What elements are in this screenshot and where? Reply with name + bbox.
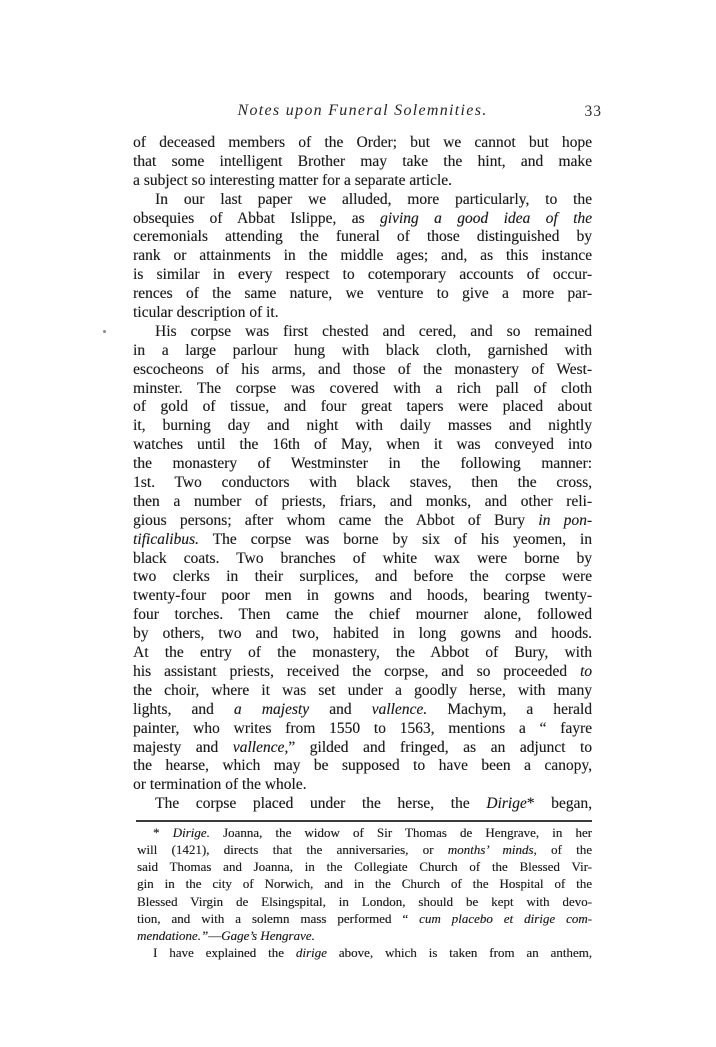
text-line — [133, 568, 592, 587]
italic-text-segment: Gage’s Hengrave. — [221, 927, 315, 943]
text-segment: two clerks in their surplices, and before the corpse were — [133, 568, 592, 586]
text-segment: it, burning day and night with daily masses and nightly — [133, 417, 592, 435]
text-line — [133, 172, 592, 191]
text-line — [137, 927, 592, 944]
italic-text-segment: a majesty — [233, 700, 310, 718]
text-segment: The corpse was borne by six of his yeomen, in — [198, 530, 592, 548]
italic-text-segment: vallence. — [371, 700, 428, 718]
text-line — [133, 474, 592, 493]
text-segment: majesty and — [133, 738, 233, 756]
running-title: Notes upon Funeral Solemnities. — [237, 102, 488, 119]
text-line — [133, 266, 592, 285]
text-line — [133, 587, 592, 606]
ink-speck — [103, 330, 106, 333]
text-segment: obsequies of Abbat Islippe, as — [133, 209, 380, 227]
text-line — [133, 228, 592, 247]
text-segment: painter, who writes from 1550 to 1563, mentions a “ fayre — [133, 719, 592, 737]
text-segment: ceremonials attending the funeral of those distinguished by — [133, 228, 592, 246]
text-segment: the choir, where it was set under a goodly herse, with many — [133, 681, 592, 699]
text-line — [133, 153, 592, 172]
text-line — [133, 776, 592, 795]
text-line — [133, 550, 592, 569]
text-segment: The corpse placed under the herse, the — [155, 795, 487, 813]
paragraph-indent — [133, 335, 155, 336]
body-text — [133, 134, 592, 814]
text-line — [137, 910, 592, 927]
text-line — [133, 323, 592, 342]
text-segment: black coats. Two branches of white wax were borne by — [133, 549, 592, 567]
text-line — [137, 893, 592, 910]
text-line — [133, 493, 592, 512]
italic-text-segment: in pon- — [538, 511, 592, 529]
text-segment: I have explained the — [153, 944, 296, 960]
italic-text-segment: cum placebo et dirige com- — [419, 910, 592, 926]
text-segment: rank or attainments in the middle ages; and, as this instance — [133, 247, 592, 265]
italic-text-segment: giving a good idea of the — [379, 209, 592, 227]
text-line — [133, 625, 592, 644]
text-segment: twenty-four poor men in gowns and hoods, bearing twenty- — [133, 587, 592, 605]
footnote-text — [137, 824, 592, 961]
text-line — [137, 841, 592, 858]
text-segment: will (1421), directs that the anniversaries, or — [137, 842, 448, 858]
text-segment: of gold of tissue, and four great tapers were placed about — [133, 398, 592, 416]
text-segment: of deceased members of the Order; but we cannot but hope — [133, 134, 592, 151]
italic-text-segment: Dirige. — [172, 825, 210, 840]
text-segment: of the — [536, 842, 592, 858]
text-segment: then a number of priests, friars, and monks, and other reli- — [133, 492, 592, 510]
text-line — [133, 304, 592, 323]
text-line — [133, 757, 592, 776]
text-segment: the monastery of Westminster in the following manner: — [133, 455, 592, 473]
italic-text-segment: months’ minds, — [447, 842, 537, 858]
text-line — [133, 361, 592, 380]
text-segment: — — [208, 927, 222, 943]
italic-text-segment: Dirige — [486, 795, 527, 813]
text-line — [133, 210, 592, 229]
text-segment: gious persons; after whom came the Abbot of Bury — [133, 511, 539, 529]
text-segment: Joanna, the widow of Sir Thomas de Hengrave, in her — [209, 825, 592, 840]
text-segment: by others, two and two, habited in long gowns and hoods. — [133, 625, 592, 643]
text-segment: watches until the 16th of May, when it was conveyed into — [133, 436, 592, 454]
text-line — [133, 436, 592, 455]
text-line — [137, 858, 592, 875]
text-line — [133, 531, 592, 550]
text-segment: a subject so interesting matter for a separate article. — [133, 171, 452, 189]
text-segment: said Thomas and Joanna, in the Collegiate Church of the Blessed Vir- — [137, 859, 592, 875]
paragraph-indent — [137, 836, 153, 837]
text-segment: his assistant priests, received the corpse, and so proceeded — [133, 662, 580, 680]
text-line — [133, 512, 592, 531]
text-segment: is similar in every respect to cotemporary accounts of occur- — [133, 266, 592, 284]
text-segment: ticular description of it. — [133, 304, 279, 322]
text-line — [137, 875, 592, 892]
text-segment: above, which is taken from an anthem, — [326, 944, 592, 960]
text-segment: gin in the city of Norwich, and in the Church of the Hospital of the — [137, 876, 592, 892]
text-line — [133, 701, 592, 720]
text-line — [137, 944, 592, 961]
paragraph-indent — [133, 203, 155, 204]
paragraph-indent — [133, 807, 155, 808]
text-segment: rences of the same nature, we venture to give a more par- — [133, 285, 592, 303]
italic-text-segment: to — [579, 662, 592, 680]
text-line — [133, 682, 592, 701]
text-line — [133, 342, 592, 361]
text-segment: and — [309, 700, 372, 718]
text-line — [133, 134, 592, 153]
text-line — [133, 455, 592, 474]
paragraph-indent — [137, 956, 153, 957]
page-header — [133, 102, 602, 124]
text-segment: His corpse was first chested and cered, and so remained — [155, 322, 592, 340]
text-segment: Blessed Virgin de Elsingspital, in London, should be kept with devo- — [137, 893, 592, 909]
text-segment: that some intelligent Brother may take the hint, and make — [133, 152, 592, 170]
text-segment: in a large parlour hung with black cloth, garnished with — [133, 341, 592, 359]
text-segment: escocheons of his arms, and those of the monastery of West- — [133, 360, 592, 378]
italic-text-segment: vallence, — [232, 738, 289, 756]
text-line — [133, 417, 592, 436]
text-segment: Machym, a herald — [427, 700, 592, 718]
text-segment: * — [153, 825, 173, 840]
text-segment: At the entry of the monastery, the Abbot of Bury, with — [133, 644, 592, 662]
text-segment: tion, and with a solemn mass performed “ — [137, 910, 420, 926]
italic-text-segment: mendatione.” — [137, 927, 209, 943]
text-line — [133, 285, 592, 304]
footnote-separator-rule — [136, 820, 592, 822]
text-segment: lights, and — [133, 700, 234, 718]
text-line — [133, 795, 592, 814]
italic-text-segment: tificalibus. — [133, 530, 199, 548]
text-segment: or termination of the whole. — [133, 776, 307, 794]
text-line — [133, 739, 592, 758]
text-line — [133, 644, 592, 663]
text-segment: the hearse, which may be supposed to have been a canopy, — [133, 757, 592, 775]
text-line — [133, 663, 592, 682]
text-segment: four torches. Then came the chief mourner alone, followed — [133, 606, 592, 624]
italic-text-segment: dirige — [295, 944, 327, 960]
page-number: 33 — [584, 103, 602, 120]
text-line — [133, 191, 592, 210]
text-segment: minster. The corpse was covered with a rich pall of cloth — [133, 379, 592, 397]
text-segment: ” gilded and fringed, as an adjunct to — [288, 738, 592, 756]
text-line — [133, 247, 592, 266]
text-line — [133, 398, 592, 417]
text-segment: * began, — [526, 795, 592, 813]
text-line — [137, 824, 592, 841]
text-segment: 1st. Two conductors with black staves, then the cross, — [133, 474, 592, 492]
text-segment: In our last paper we alluded, more particularly, to the — [155, 190, 592, 208]
text-line — [133, 380, 592, 399]
text-line — [133, 720, 592, 739]
text-line — [133, 606, 592, 625]
